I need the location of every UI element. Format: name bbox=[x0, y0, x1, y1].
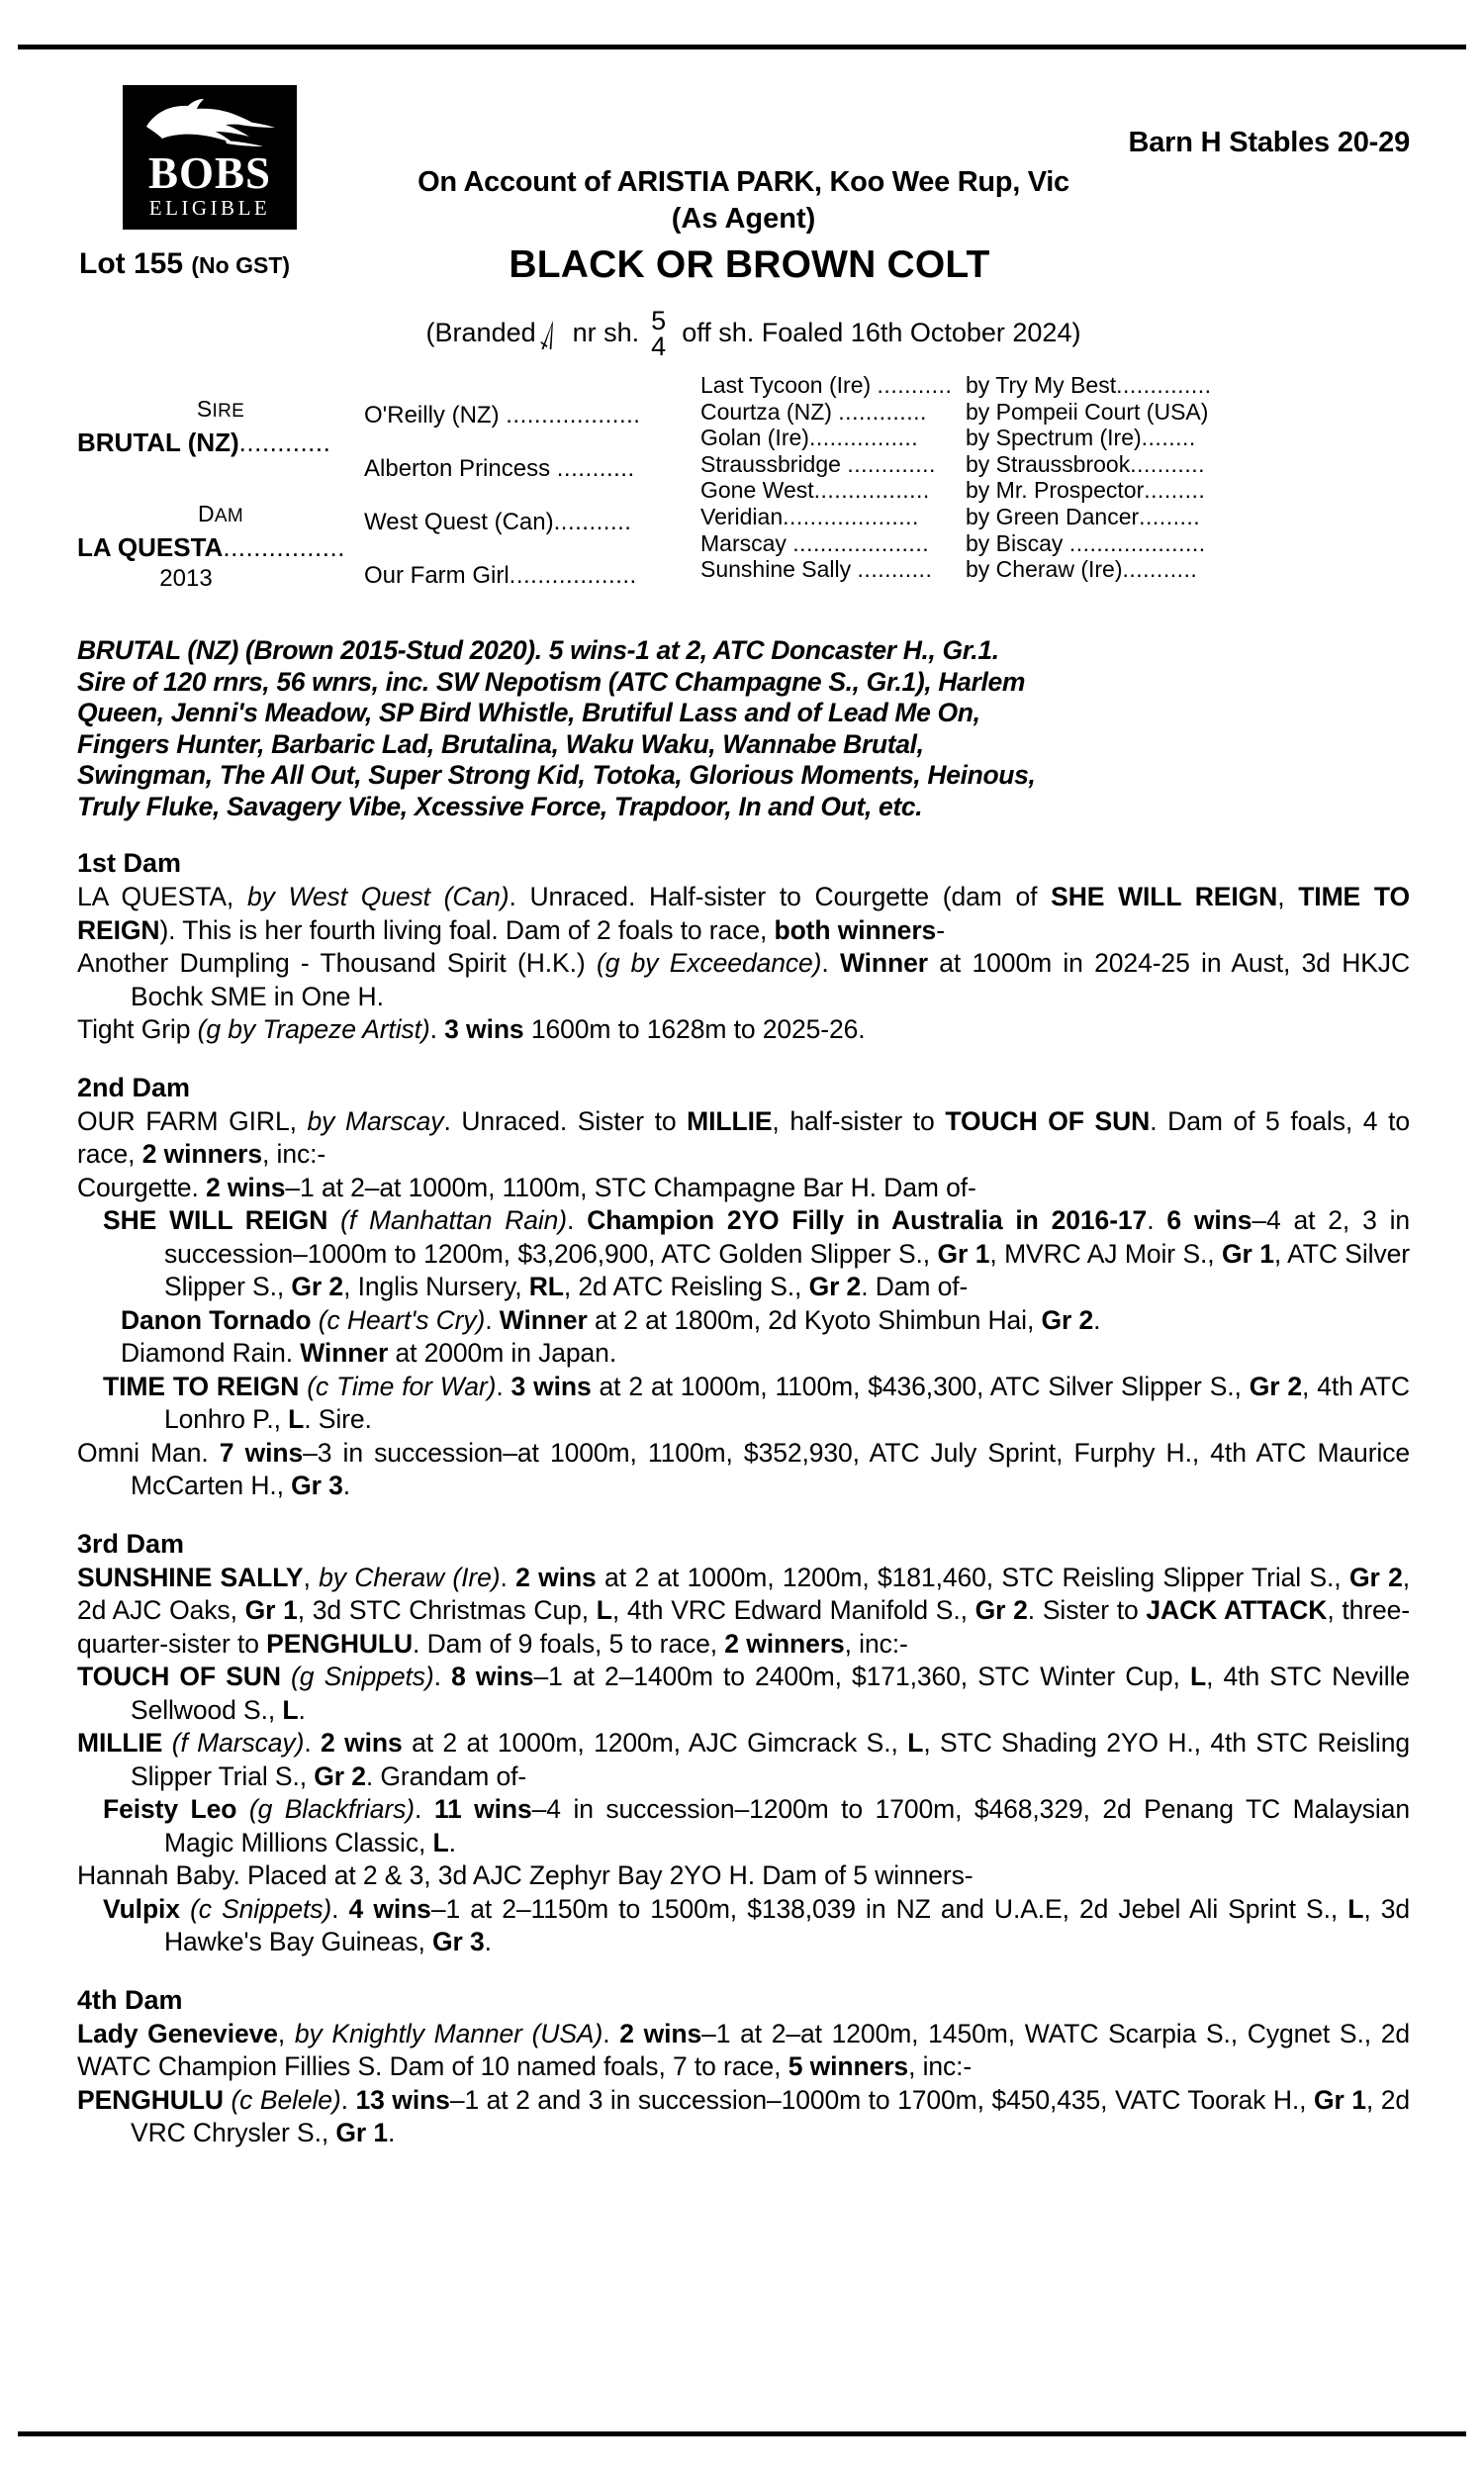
pedigree-sire-block bbox=[77, 394, 364, 458]
pedigree-ggp-name: Courtza (NZ) ............. bbox=[700, 398, 927, 425]
sire-role-label: SIRE bbox=[196, 396, 245, 422]
dam-role-label: DAM bbox=[197, 501, 244, 526]
pedigree-entry: Hannah Baby. Placed at 2 & 3, 3d AJC Zephyr Bay 2YO H. Dam of 5 winners- bbox=[77, 1860, 974, 1890]
sire-dots: ............ bbox=[238, 428, 331, 457]
pedigree-ggp-name: Last Tycoon (Ire) ........... bbox=[700, 372, 953, 398]
pedigree-ggp-row bbox=[700, 451, 1482, 478]
dam-section-heading: 3rd Dam bbox=[77, 1528, 185, 1559]
pedigree-col-great-grandparents bbox=[700, 372, 1482, 583]
pedigree-entry: MILLIE (f Marscay). 2 wins at 2 at 1000m, 1200m, AJC Gimcrack S., L, STC Shading 2YO H., 4th STC Reisling Slipper Trial S., Gr 2. Grandam of- bbox=[77, 1728, 1410, 1791]
pedigree-dam-block bbox=[77, 499, 364, 595]
pedigree-entry: OUR FARM GIRL, by Marscay. Unraced. Sister to MILLIE, half-sister to TOUCH OF SUN. Dam of 5 foals, 4 to race, 2 winners, inc:- bbox=[77, 1105, 1410, 1169]
pedigree-ggp-row bbox=[700, 477, 1482, 504]
sire-summary-line: Swingman, The All Out, Super Strong Kid, Totoka, Glorious Moments, Heinous, bbox=[77, 760, 1036, 790]
sire-summary-line: BRUTAL (NZ) (Brown 2015-Stud 2020). 5 wins-1 at 2, ATC Doncaster H., Gr.1. bbox=[77, 635, 999, 665]
pedigree-ggp-row bbox=[700, 425, 1482, 451]
pedigree-ggp-sire: by Green Dancer......... bbox=[966, 503, 1201, 529]
horse-head-icon bbox=[140, 97, 279, 148]
sire-summary-paragraph bbox=[77, 635, 1410, 822]
branded-prefix: (Branded bbox=[425, 317, 536, 347]
pedigree-ggp-name: Gone West................. bbox=[700, 477, 930, 504]
pedigree-ggp-row bbox=[700, 504, 1482, 530]
lot-number: Lot 155 bbox=[79, 247, 184, 280]
dam-name: LA QUESTA................ bbox=[77, 532, 345, 562]
pedigree-entry: Diamond Rain. Winner at 2000m in Japan. bbox=[121, 1338, 617, 1368]
as-agent-line: (As Agent) bbox=[671, 203, 816, 235]
pedigree-ggp-name: Straussbridge ............. bbox=[700, 450, 936, 477]
sire-name: BRUTAL (NZ)............ bbox=[77, 428, 331, 457]
pedigree-ggp-row bbox=[700, 372, 1482, 399]
pedigree-ggp-name: Golan (Ire)................ bbox=[700, 425, 919, 451]
pedigree-ggp-name: Sunshine Sally ........... bbox=[700, 556, 933, 583]
no-gst-note: (No GST) bbox=[191, 252, 291, 278]
pedigree-ggp-name: Marscay .................... bbox=[700, 529, 930, 556]
brand-mark-icon bbox=[540, 320, 566, 349]
branded-nr-sh: nr sh. bbox=[572, 317, 640, 347]
pedigree-entry: TOUCH OF SUN (g Snippets). 8 wins–1 at 2–1400m to 2400m, $171,360, STC Winter Cup, L, 4th STC Neville Sellwood S., L. bbox=[77, 1662, 1410, 1725]
page-title: BLACK OR BROWN COLT bbox=[509, 243, 990, 286]
barn-stables-label: Barn H Stables 20-29 bbox=[1128, 127, 1410, 158]
pedigree-entry: LA QUESTA, by West Quest (Can). Unraced. Half-sister to Courgette (dam of SHE WILL REIGN, TIME TO REIGN). This is her fourth living foal. Dam of 2 foals to race, both winners- bbox=[77, 882, 1410, 945]
pedigree-table bbox=[77, 372, 1410, 627]
pedigree-ggp-row bbox=[700, 556, 1482, 583]
dam-dots: ................ bbox=[223, 532, 345, 562]
pedigree-entry: Danon Tornado (c Heart's Cry). Winner at 2 at 1800m, 2d Kyoto Shimbun Hai, Gr 2. bbox=[121, 1304, 1101, 1335]
branding-line bbox=[77, 306, 1410, 361]
pedigree-grandparent-1: Alberton Princess ........... bbox=[364, 455, 635, 482]
page-bottom-rule bbox=[18, 2431, 1466, 2436]
account-line: On Account of ARISTIA PARK, Koo Wee Rup, Vic bbox=[417, 166, 1069, 198]
pedigree-entry: Tight Grip (g by Trapeze Artist). 3 wins 1600m to 1628m to 2025-26. bbox=[77, 1014, 866, 1044]
pedigree-entry: Vulpix (c Snippets). 4 wins–1 at 2–1150m to 1500m, $138,039 in NZ and U.A.E, 2d Jebel Ali Sprint S., L, 3d Hawke's Bay Guineas, Gr 3. bbox=[103, 1893, 1410, 1956]
brand-number-bottom: 4 bbox=[651, 332, 667, 361]
pedigree-ggp-sire: by Spectrum (Ire)........ bbox=[966, 425, 1196, 451]
pedigree-entry: Feisty Leo (g Blackfriars). 11 wins–4 in succession–1200m to 1700m, $468,329, 2d Penang TC Malaysian Magic Millions Classic, L. bbox=[103, 1794, 1410, 1857]
pedigree-ggp-sire: by Mr. Prospector......... bbox=[966, 477, 1206, 504]
pedigree-grandparent-2: West Quest (Can)........... bbox=[364, 509, 632, 535]
pedigree-ggp-name: Veridian.................... bbox=[700, 503, 919, 529]
pedigree-entry: Omni Man. 7 wins–3 in succession–at 1000m, 1100m, $352,930, ATC July Sprint, Furphy H., 4th ATC Maurice McCarten H., Gr 3. bbox=[77, 1437, 1410, 1500]
lot-title-row bbox=[77, 243, 1410, 295]
pedigree-ggp-sire: by Pompeii Court (USA) bbox=[966, 398, 1209, 425]
logo-bobs-text: BOBS bbox=[147, 148, 272, 198]
pedigree-ggp-sire: by Cheraw (Ire)........... bbox=[966, 556, 1198, 583]
pedigree-grandparent-3: Our Farm Girl.................. bbox=[364, 562, 637, 589]
pedigree-entry: Courgette. 2 wins–1 at 2–at 1000m, 1100m, STC Champagne Bar H. Dam of- bbox=[77, 1172, 976, 1202]
pedigree-entry: SHE WILL REIGN (f Manhattan Rain). Champion 2YO Filly in Australia in 2016-17. 6 wins–4 at 2, 3 in succession–1000m to 1200m, $3,206,900, ATC Golden Slipper S., Gr 1, MVRC AJ Moir S., Gr 1, ATC Silver Slipper S., Gr 2, Inglis Nursery, RL, 2d ATC Reisling S., Gr 2. Dam of- bbox=[103, 1205, 1411, 1301]
page-content bbox=[0, 49, 1484, 2431]
pedigree-ggp-row bbox=[700, 530, 1482, 557]
dam-year: 2013 bbox=[159, 565, 213, 592]
pedigree-ggp-row bbox=[700, 399, 1482, 426]
dam-section-heading: 2nd Dam bbox=[77, 1072, 191, 1102]
sire-summary-line: Sire of 120 rnrs, 56 wnrs, inc. SW Nepotism (ATC Champagne S., Gr.1), Harlem bbox=[77, 666, 1026, 697]
branded-suffix: off sh. Foaled 16th October 2024) bbox=[682, 317, 1081, 347]
sire-summary-line: Truly Fluke, Savagery Vibe, Xcessive Force, Trapdoor, In and Out, etc. bbox=[77, 791, 923, 821]
pedigree-ggp-sire: by Try My Best.............. bbox=[966, 372, 1212, 398]
dam-section-heading: 1st Dam bbox=[77, 848, 182, 878]
brand-number-top: 5 bbox=[651, 306, 667, 335]
pedigree-entry: Lady Genevieve, by Knightly Manner (USA). 2 wins–1 at 2–at 1200m, 1450m, WATC Scarpia S., Cygnet S., 2d WATC Champion Fillies S. Dam of 10 named foals, 7 to race, 5 winners, inc:- bbox=[77, 2018, 1411, 2081]
sire-summary-line: Fingers Hunter, Barbaric Lad, Brutalina, Waku Waku, Wannabe Brutal, bbox=[77, 728, 924, 759]
pedigree-ggp-sire: by Biscay .................... bbox=[966, 529, 1206, 556]
sire-summary-line: Queen, Jenni's Meadow, SP Bird Whistle, Brutiful Lass and of Lead Me On, bbox=[77, 698, 980, 727]
logo-eligible-text: ELIGIBLE bbox=[148, 196, 271, 220]
pedigree-entry: SUNSHINE SALLY, by Cheraw (Ire). 2 wins at 2 at 1000m, 1200m, $181,460, STC Reisling Slipper Trial S., Gr 2, 2d AJC Oaks, Gr 1, 3d STC Christmas Cup, L, 4th VRC Edward Manifold S., Gr 2. Sister to JACK ATTACK, three-quarter-sister to PENGHULU. Dam of 9 foals, 5 to race, 2 winners, inc:- bbox=[77, 1562, 1411, 1659]
pedigree-ggp-sire: by Straussbrook........... bbox=[966, 450, 1205, 477]
pedigree-entry: Another Dumpling - Thousand Spirit (H.K.) (g by Exceedance). Winner at 1000m in 2024-25 in Aust, 3d HKJC Bochk SME in One H. bbox=[77, 948, 1410, 1011]
page-header bbox=[77, 85, 1410, 243]
brand-number-stack bbox=[651, 308, 666, 359]
dam-sections bbox=[77, 848, 1410, 2150]
dam-section-heading: 4th Dam bbox=[77, 1984, 183, 2015]
pedigree-grandparent-0: O'Reilly (NZ) ................... bbox=[364, 402, 641, 428]
pedigree-entry: TIME TO REIGN (c Time for War). 3 wins at 2 at 1000m, 1100m, $436,300, ATC Silver Slipper S., Gr 2, 4th ATC Lonhro P., L. Sire. bbox=[103, 1371, 1410, 1434]
pedigree-entry: PENGHULU (c Belele). 13 wins–1 at 2 and 3 in succession–1000m to 1700m, $450,435, VATC Toorak H., Gr 1, 2d VRC Chrysler S., Gr 1. bbox=[77, 2084, 1410, 2147]
